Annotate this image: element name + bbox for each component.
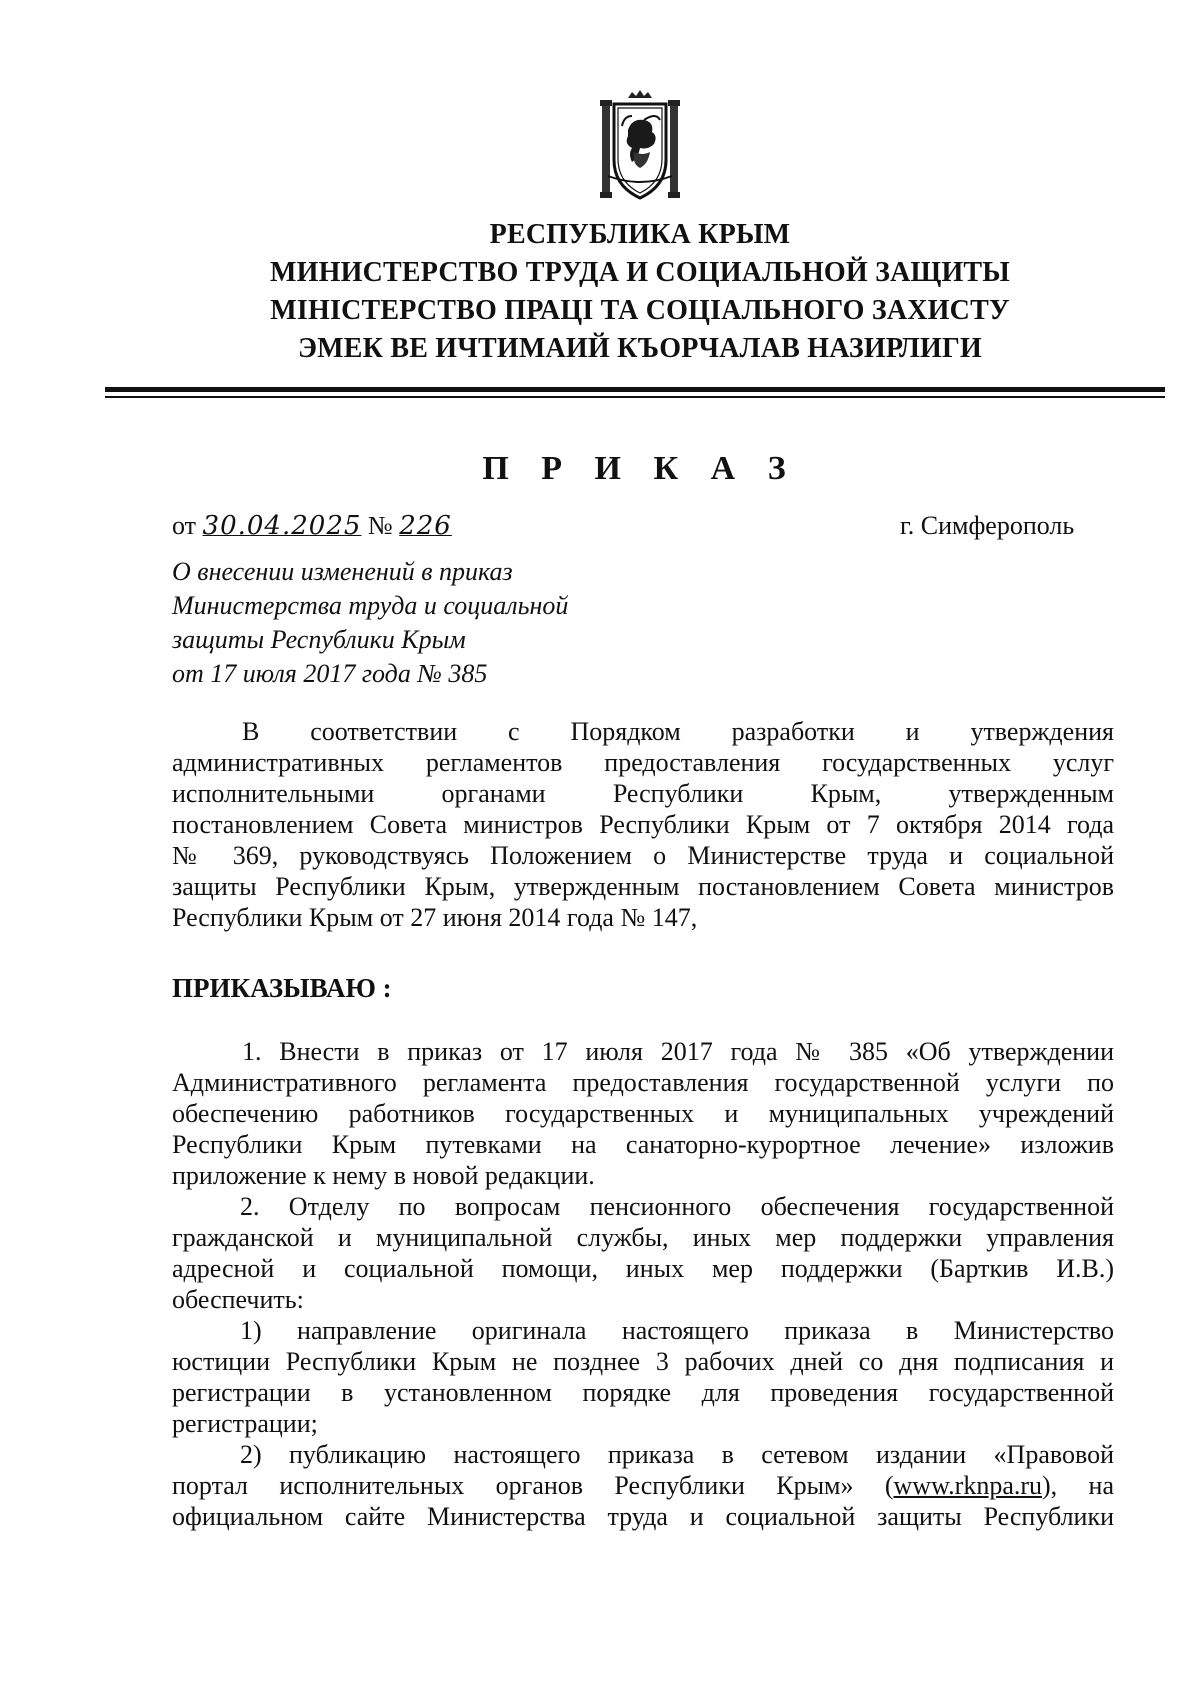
subject-line: Министерства труда и социальной bbox=[172, 591, 569, 620]
header-ministry-ru: МИНИСТЕРСТВО ТРУДА И СОЦИАЛЬНОЙ ЗАЩИТЫ bbox=[270, 257, 1010, 288]
preamble bbox=[172, 716, 1114, 933]
item-1-line: 1. Внести в приказ от 17 июля 2017 года № 385 «Об утверждении bbox=[242, 1037, 1114, 1066]
sub-item-2-line: официальном сайте Министерства труда и социальной защиты Республики bbox=[172, 1502, 1114, 1531]
preamble-line: постановлением Совета министров Республики Крым от 7 октября 2014 года bbox=[172, 810, 1114, 839]
order-number: 226 bbox=[399, 511, 452, 541]
order-date-line bbox=[172, 511, 452, 541]
preamble-line: Республики Крым от 27 июня 2014 года № 147, bbox=[172, 903, 698, 932]
header-rule-thin bbox=[105, 396, 1165, 398]
sub-item-2 bbox=[172, 1439, 1114, 1532]
item-1-line: Административного регламента предоставления государственной услуги по bbox=[172, 1068, 1114, 1097]
subject-line: защиты Республики Крым bbox=[172, 625, 466, 654]
sub-item-1-line: регистрации в установленном порядке для проведения государственной bbox=[172, 1378, 1114, 1407]
sub-item-2-line bbox=[172, 1470, 1114, 1501]
order-date: 30.04.2025 bbox=[202, 511, 362, 541]
order-subject bbox=[172, 555, 692, 691]
coat-of-arms-icon bbox=[598, 90, 682, 202]
order-date-prefix: от bbox=[172, 511, 197, 540]
sub-item-1-line: регистрации; bbox=[172, 1409, 318, 1438]
preamble-line: № 369, руководствуясь Положением о Министерстве труда и социальной bbox=[172, 841, 1114, 870]
sub-item-1 bbox=[172, 1315, 1114, 1439]
header-ministry-crh: ЭМЕК ВЕ ИЧТИМАИЙ КЪОРЧАЛАВ НАЗИРЛИГИ bbox=[297, 333, 983, 364]
subject-line: от 17 июля 2017 года № 385 bbox=[172, 659, 488, 688]
preamble-line: исполнительными органами Республики Крым, утвержденным bbox=[172, 779, 1114, 808]
item-2-line: 2. Отделу по вопросам пенсионного обеспечения государственной bbox=[240, 1192, 1114, 1221]
sub-item-2-text: портал исполнительных органов Республики Крым» ( bbox=[172, 1471, 894, 1500]
order-title: П Р И К А З bbox=[482, 450, 798, 487]
preamble-line: административных регламентов предоставления государственных услуг bbox=[172, 748, 1114, 777]
item-1-line: Республики Крым путевками на санаторно-курортное лечение» изложив bbox=[172, 1130, 1114, 1159]
item-1 bbox=[172, 1036, 1114, 1191]
item-1-line: приложение к нему в новой редакции. bbox=[172, 1161, 595, 1190]
directive-heading: ПРИКАЗЫВАЮ : bbox=[172, 973, 392, 1003]
preamble-line: В соответствии с Порядком разработки и утверждения bbox=[242, 717, 1114, 746]
header-rule-thick bbox=[105, 387, 1165, 392]
sub-item-2-line: 2) публикацию настоящего приказа в сетевом издании «Правовой bbox=[240, 1440, 1114, 1469]
sub-item-1-line: юстиции Республики Крым не позднее 3 рабочих дней со дня подписания и bbox=[172, 1347, 1114, 1376]
item-2 bbox=[172, 1191, 1114, 1315]
header-ministry-ua: МІНІСТЕРСТВО ПРАЦІ ТА СОЦІАЛЬНОГО ЗАХИСТУ bbox=[270, 295, 1010, 326]
preamble-line: защиты Республики Крым, утвержденным постановлением Совета министров bbox=[172, 872, 1114, 901]
sub-item-2-text: ), на bbox=[1042, 1471, 1114, 1500]
item-2-line: адресной и социальной помощи, иных мер поддержки (Барткив И.В.) bbox=[172, 1254, 1114, 1283]
header-republic: РЕСПУБЛИКА КРЫМ bbox=[489, 219, 791, 250]
order-city: г. Симферополь bbox=[900, 511, 1075, 540]
item-2-line: гражданской и муниципальной службы, иных мер поддержки управления bbox=[172, 1223, 1114, 1252]
order-number-prefix: № bbox=[367, 511, 393, 540]
subject-line: О внесении изменений в приказ bbox=[172, 557, 513, 586]
item-1-line: обеспечению работников государственных и муниципальных учреждений bbox=[172, 1099, 1114, 1128]
sub-item-1-line: 1) направление оригинала настоящего приказа в Министерство bbox=[240, 1316, 1114, 1345]
item-2-line: обеспечить: bbox=[172, 1285, 304, 1314]
rknpa-link[interactable]: www.rknpa.ru bbox=[893, 1471, 1043, 1500]
